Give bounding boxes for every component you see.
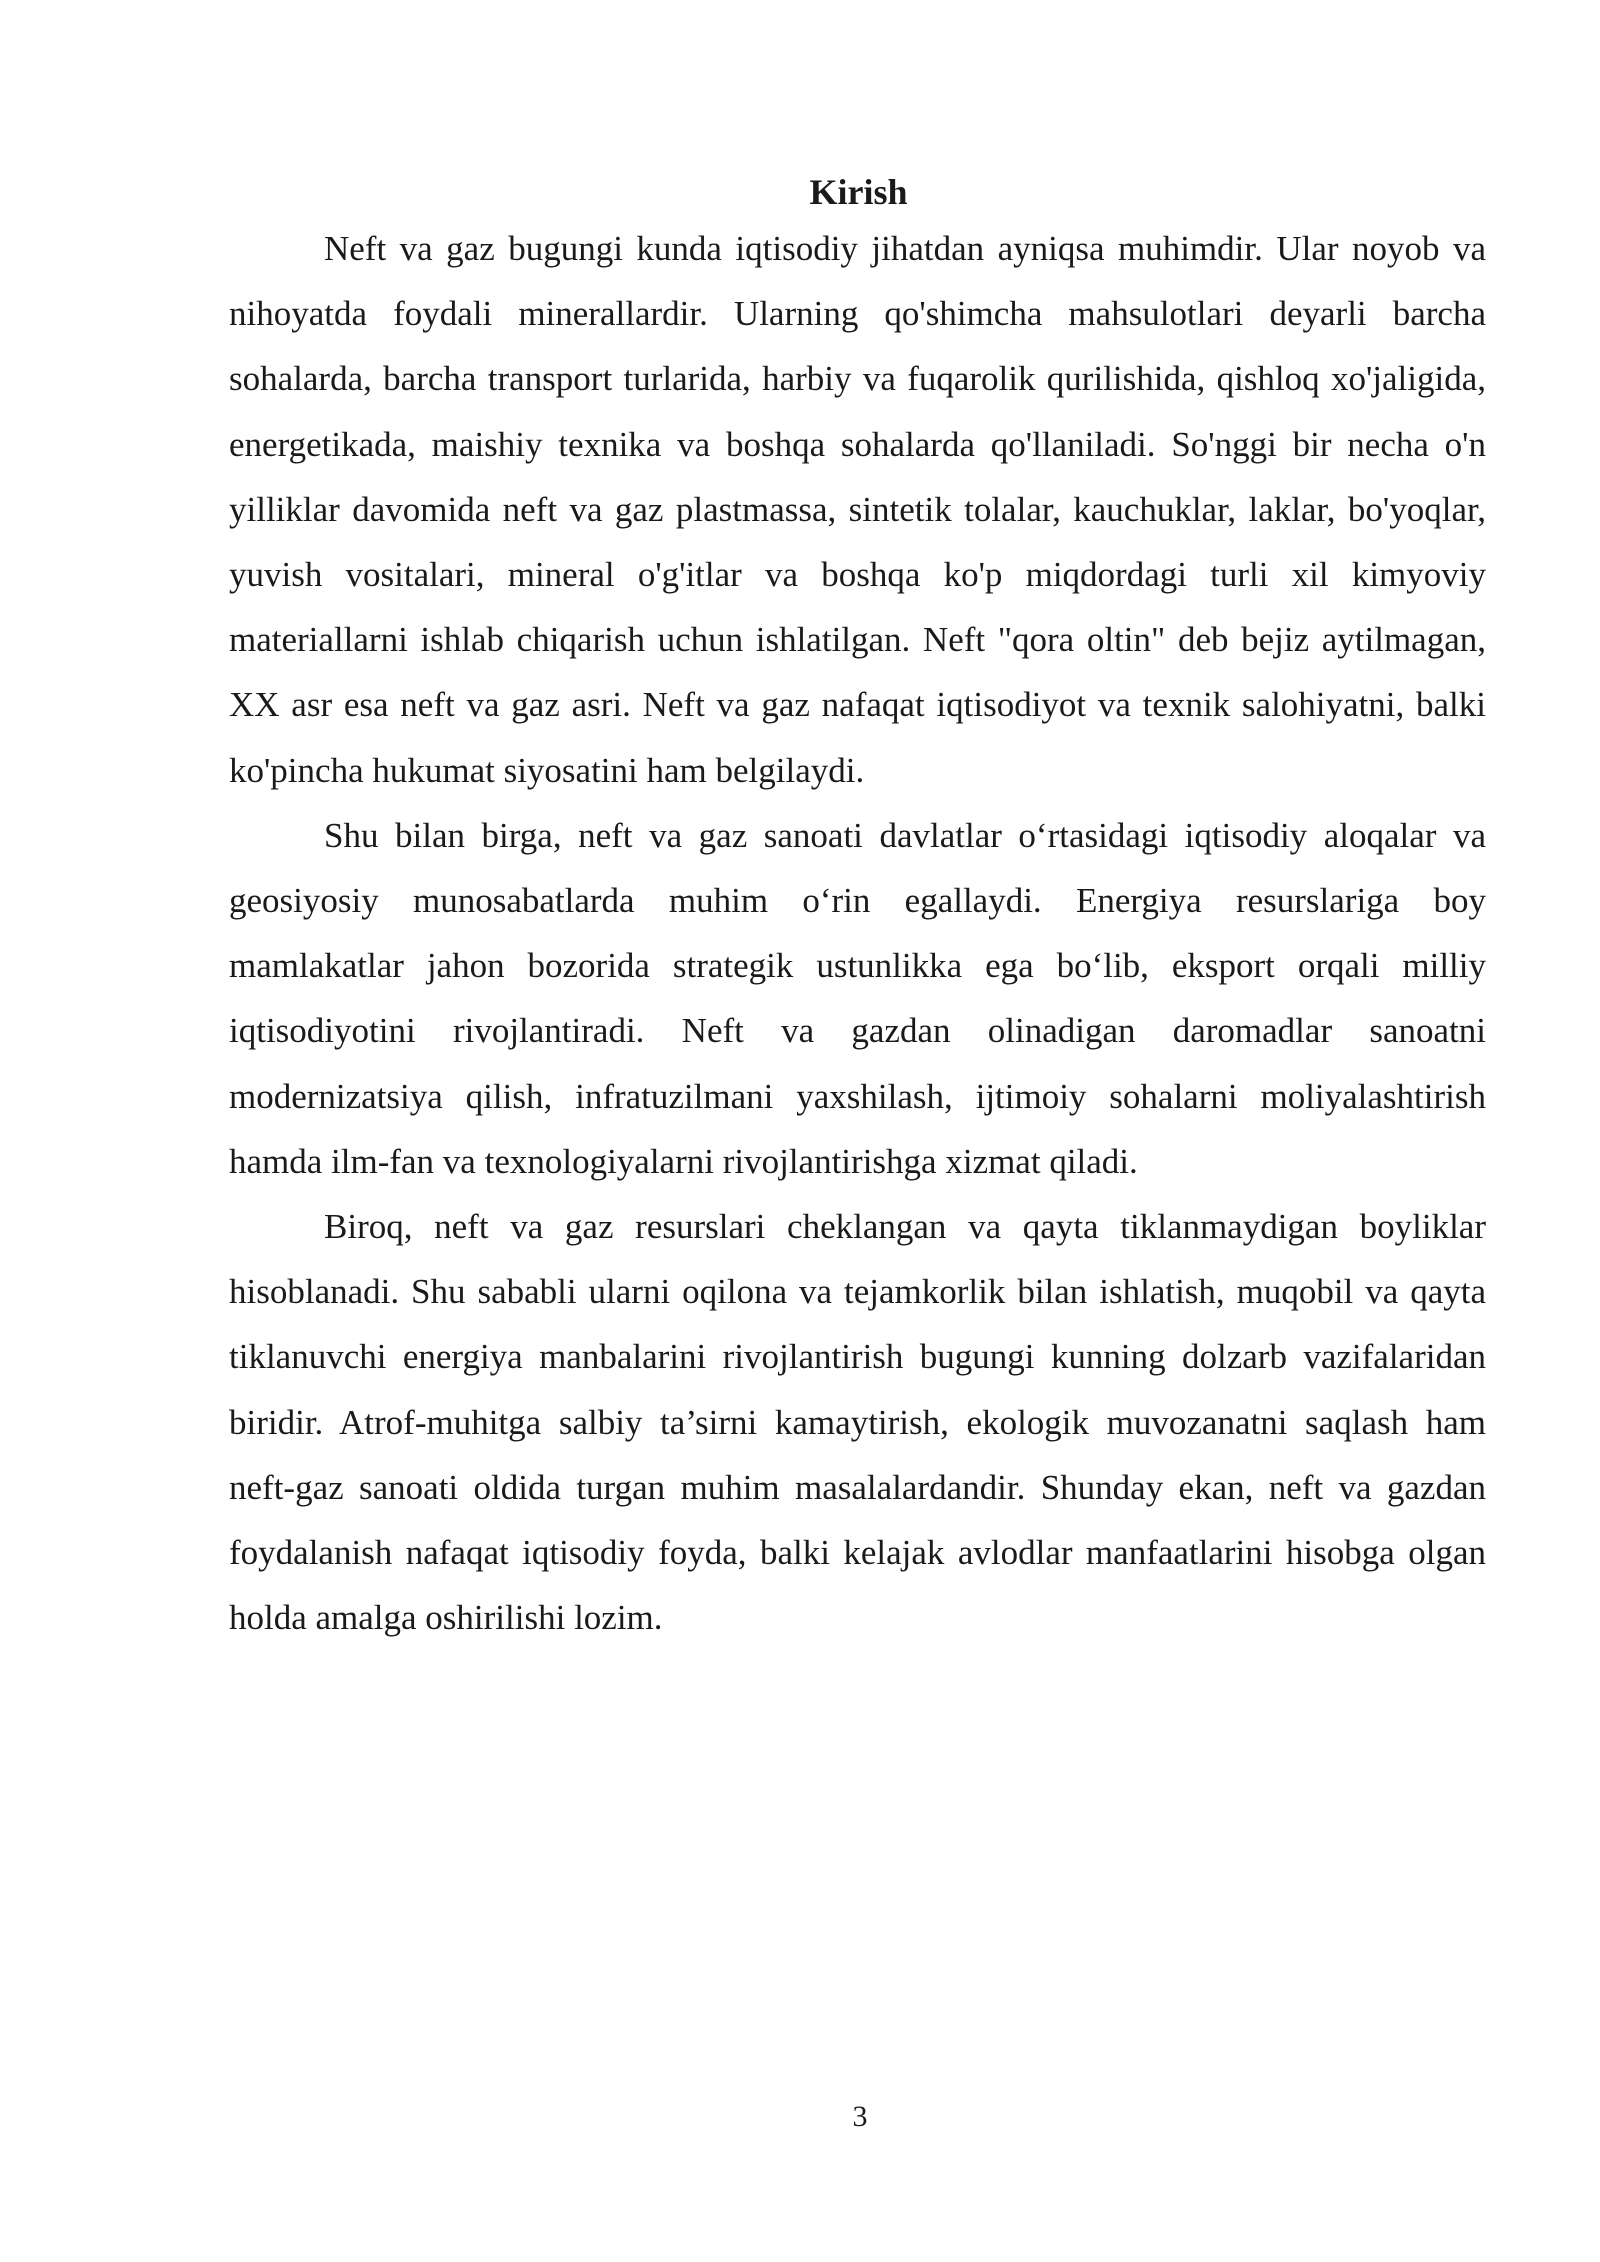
- paragraph-1: Neft va gaz bugungi kunda iqtisodiy jihatdan ayniqsa muhimdir. Ular noyob va nihoyatda foydali minerallardir. Ularning qo'shimcha mahsulotlari deyarli barcha sohalarda, barcha transport turlarida, harbiy va fuqarolik qurilishida, qishloq xo'jaligida, energetikada, maishiy texnika va boshqa sohalarda qo'llaniladi. So'nggi bir necha o'n yilliklar davomida neft va gaz plastmassa, sintetik tolalar, kauchuklar, laklar, bo'yoqlar, yuvish vositalari, mineral o'g'itlar va boshqa ko'p miqdordagi turli xil kimyoviy materiallarni ishlab chiqarish uchun ishlatilgan. Neft "qora oltin" deb bejiz aytilmagan, XX asr esa neft va gaz asri. Neft va gaz nafaqat iqtisodiyot va texnik salohiyatni, balki ko'pincha hukumat siyosatini ham belgilaydi.: [229, 229, 1486, 790]
- paragraph-3: Biroq, neft va gaz resurslari cheklangan va qayta tiklanmaydigan boyliklar hisoblanadi. Shu sababli ularni oqilona va tejamkorlik bilan ishlatish, muqobil va qayta tiklanuvchi energiya manbalarini rivojlantirish bugungi kunning dolzarb vazifalaridan biridir. Atrof-muhitga salbiy ta’sirni kamaytirish, ekologik muvozanatni saqlash ham neft-gaz sanoati oldida turgan muhim masalalardandir. Shunday ekan, neft va gazdan foydalanish nafaqat iqtisodiy foyda, balki kelajak avlodlar manfaatlarini hisobga olgan holda amalga oshirilishi lozim.: [229, 1207, 1486, 1638]
- paragraph-2: Shu bilan birga, neft va gaz sanoati davlatlar oʻrtasidagi iqtisodiy aloqalar va geosiyosiy munosabatlarda muhim oʻrin egallaydi. Energiya resurslariga boy mamlakatlar jahon bozorida strategik ustunlikka ega boʻlib, eksport orqali milliy iqtisodiyotini rivojlantiradi. Neft va gazdan olinadigan daromadlar sanoatni modernizatsiya qilish, infratuzilmani yaxshilash, ijtimoiy sohalarni moliyalashtirish hamda ilm-fan va texnologiyalarni rivojlantirishga xizmat qiladi.: [229, 815, 1486, 1181]
- section-title: Kirish: [809, 172, 908, 212]
- page-number: 3: [852, 2100, 868, 2133]
- document-body: [229, 170, 1486, 1650]
